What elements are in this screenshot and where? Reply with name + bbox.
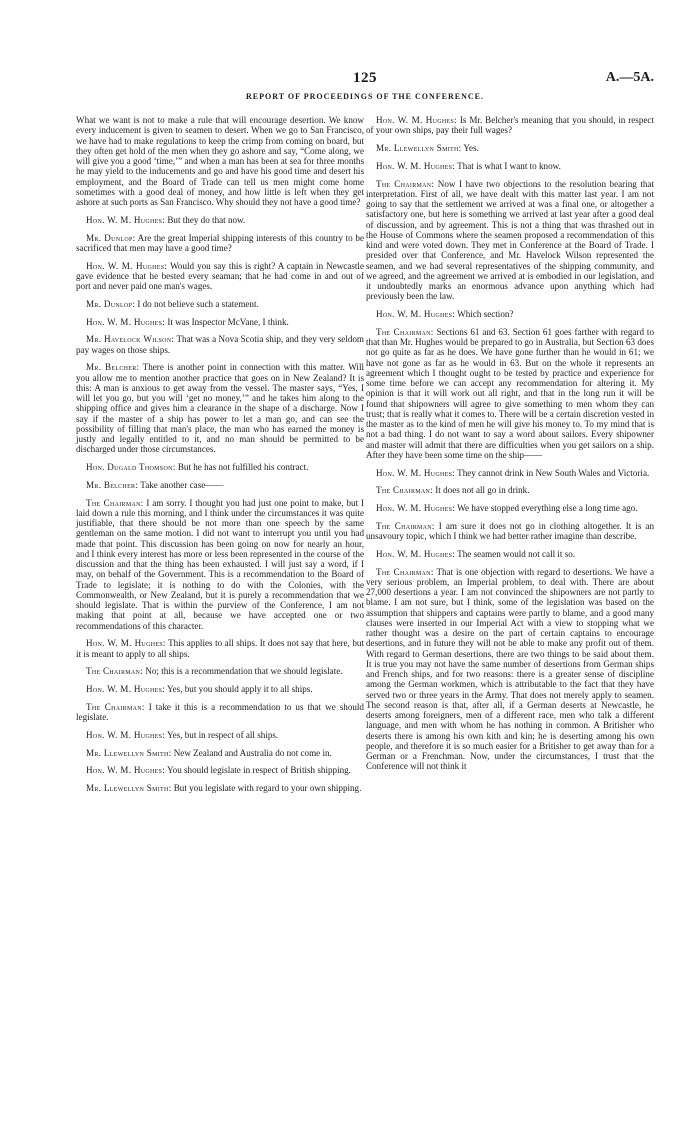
- document-reference: A.—5A.: [605, 70, 654, 85]
- paragraph: [76, 765, 364, 775]
- paragraph: [76, 638, 364, 659]
- speaker-name: Mr. Belcher:: [86, 362, 140, 373]
- paragraph: [76, 666, 364, 676]
- paragraph-text: The seamen would not call it so.: [457, 548, 576, 559]
- speaker-name: Mr. Llewellyn Smith:: [376, 143, 462, 153]
- paragraph-text: I am sure it does not go in clothing altogether. It is an unsavoury topic, which I think we had better rather imagine than describe.: [366, 520, 654, 541]
- paragraph-text: Would you say this is right? A captain in Newcastle gave evidence that he bested every seaman; that he had come in and out of port and never paid one man's wages.: [76, 260, 364, 291]
- paragraph: [366, 115, 654, 136]
- paragraph-text: No; this is a recommendation that we should legislate.: [145, 666, 343, 677]
- paragraph-text: But he has not fulfilled his contract.: [177, 462, 309, 472]
- paragraph-text: Is Mr. Belcher's meaning that you should, in respect of your own ships, pay their full wages?: [366, 115, 654, 136]
- paragraph: [366, 468, 654, 478]
- speaker-name: Hon. W. M. Hughes:: [376, 503, 456, 513]
- paragraph: [76, 783, 364, 793]
- speaker-name: Hon. W. M. Hughes:: [86, 638, 166, 649]
- paragraph: [76, 299, 364, 309]
- paragraph-text: But you legislate with regard to your own shipping.: [173, 783, 362, 793]
- paragraph: [76, 317, 364, 327]
- speaker-name: Mr. Havelock Wilson:: [86, 334, 175, 345]
- speaker-name: Hon. W. M. Hughes:: [376, 548, 456, 559]
- paragraph-text: New Zealand and Australia do not come in.: [173, 747, 332, 758]
- paragraph: [366, 567, 654, 772]
- speaker-name: Hon. W. M. Hughes:: [86, 729, 166, 740]
- paragraph-text: Which section?: [457, 309, 514, 319]
- page-number: 125: [353, 70, 377, 86]
- running-head: REPORT OF PROCEEDINGS OF THE CONFERENCE.: [246, 92, 484, 101]
- speaker-name: The Chairman:: [86, 666, 143, 677]
- speaker-name: The Chairman:: [376, 566, 434, 577]
- paragraph: [76, 480, 364, 490]
- speaker-name: Hon. W. M. Hughes:: [376, 115, 457, 125]
- paragraph: [76, 215, 364, 225]
- speaker-name: The Chairman:: [376, 485, 433, 496]
- speaker-name: Mr. Belcher:: [86, 479, 139, 490]
- paragraph: [76, 702, 364, 723]
- text-columns: [76, 115, 654, 801]
- paragraph-text: Yes, but in respect of all ships.: [166, 729, 279, 740]
- speaker-name: Hon. W. M. Hughes:: [86, 765, 166, 776]
- speaker-name: Mr. Llewellyn Smith:: [86, 783, 172, 793]
- paragraph-text: That was a Nova Scotia ship, and they very seldom pay wages on those ships.: [76, 334, 364, 355]
- paragraph: [366, 161, 654, 171]
- right-column: [366, 115, 654, 801]
- paragraph-text: They cannot drink in New South Wales and Victoria.: [457, 467, 650, 478]
- speaker-name: Hon. W. M. Hughes:: [86, 316, 166, 327]
- paragraph: [76, 233, 364, 254]
- speaker-name: The Chairman:: [376, 178, 435, 189]
- paragraph-text: This applies to all ships. It does not say that here, but it is meant to apply to all ships.: [76, 638, 364, 659]
- paragraph: [366, 143, 654, 153]
- paragraph: [366, 179, 654, 302]
- paragraph-text: Sections 61 and 63. Section 61 goes farther with regard to that than Mr. Hughes would be prepared to go in Australia, but Section 63 does not go quite as far as he does. We have gone further than he would in 61; we have not gone as far as he would in 63. But on the whole it represents an agreement which I thought ought to be tested by practice and experience for some time before we can accept any recommendation for altering it. My opinion is that it will work out all right, and that in the long run it will be found that shipowners will agree to give something to men whom they can trust; that is really what it comes to. There will be a certain discretion vested in the master as to the kind of men he will give his money to. To my mind that is not a bad thing. I do not want to say a word about sailors. Every shipowner and master will admit that there are difficulties when you get sailors on a ship. After they have been some time on the ship——: [366, 326, 654, 460]
- speaker-name: Hon. W. M. Hughes:: [86, 214, 166, 225]
- speaker-name: Hon. Dugald Thomson:: [86, 462, 176, 472]
- speaker-name: Hon. W. M. Hughes:: [86, 684, 166, 694]
- paragraph: [76, 730, 364, 740]
- speaker-name: Hon. W. M. Hughes:: [376, 309, 456, 319]
- paragraph-text: Are the great Imperial shipping interests of this country to be sacrificed that men may have a good time?: [76, 232, 365, 253]
- page-header: [76, 0, 654, 96]
- speaker-name: Hon. W. M. Hughes:: [86, 260, 168, 271]
- paragraph: [366, 521, 654, 542]
- speaker-name: Hon. W. M. Hughes:: [376, 160, 456, 171]
- paragraph: [76, 362, 364, 454]
- paragraph-text: There is another point in connection with this matter. Will you allow me to mention another practice that goes on in New Zealand? It is this: A man is anxious to get away from the vessel. The master says, “Yes, I will let you go, but you will ‘get no money,’” and he takes him along to the shipping office and gives him a clearance in the shape of a discharge. Now I say if the master of a ship has power to let a man go, and can see the possibility of filling that man's place, the man who has earned the money is justly and legally entitled to it, and no man should be permitted to be discharged under those circumstances.: [76, 362, 364, 455]
- paragraph-text: I do not believe such a statement.: [137, 298, 259, 309]
- speaker-name: The Chairman:: [376, 326, 434, 337]
- paragraph-text: That is one objection with regard to desertions. We have a very serious problem, an Imperial problem, to deal with. There are about 27,000 desertions a year. I am not convinced the shipowners are not partly to blame. I am not sure, but I think, some of the legislation was based on the assumption that shippers and captains were partly to blame, and a good many clauses were inserted in our Imperial Act with a view to stopping what we rather thought was a desire on the part of certain captains to encourage desertions, and in future they will not be able to make any profit out of them. With regard to German desertions, there are two things to be said about them. It is true you may not have the same number of desertions from German ships and French ships, and for two reasons: there is a greater sense of discipline among the German workmen, which is attributable to the fact that they have served two or three years in the Army. That does not merely apply to seamen. The second reason is that, after all, if a German deserts at Newcastle, he deserts among foreigners, men of a different race, men who talk a different language, and men with whom he has nothing in common. A Britisher who deserts there is among his own kith and kin; he is deserting among his own people, and therefore it is so much easier for a Britisher to get away than for a German or a Frenchman. Now, under the circumstances, I trust that the Conference will not think it: [366, 566, 654, 772]
- paragraph: [76, 334, 364, 355]
- paragraph-text: It does not all go in drink.: [435, 485, 530, 496]
- paragraph-text: It was Inspector McVane, I think.: [167, 316, 289, 327]
- left-column: [76, 115, 364, 801]
- paragraph: [366, 327, 654, 460]
- paragraph-text: You should legislate in respect of British shipping.: [166, 765, 351, 776]
- paragraph: [366, 485, 654, 495]
- paragraph-text: Yes, but you should apply it to all ships.: [166, 684, 313, 694]
- speaker-name: The Chairman:: [86, 497, 144, 508]
- paragraph: [76, 261, 364, 292]
- paragraph: [366, 503, 654, 513]
- paragraph: [76, 115, 364, 207]
- paragraph: [76, 462, 364, 472]
- paragraph-text: Take another case——: [140, 479, 224, 490]
- paragraph-text: But they do that now.: [167, 214, 246, 225]
- paragraph-text: Yes.: [463, 143, 479, 153]
- speaker-name: The Chairman:: [376, 520, 435, 531]
- speaker-name: Mr. Dunlop:: [86, 298, 136, 309]
- paragraph: [76, 498, 364, 631]
- speaker-name: Mr. Dunlop:: [86, 232, 136, 243]
- paragraph: [76, 684, 364, 694]
- speaker-name: Mr. Llewellyn Smith:: [86, 747, 172, 758]
- paragraph: [366, 549, 654, 559]
- paragraph: [76, 748, 364, 758]
- paragraph-text: I take it this is a recommendation to us that we should legislate.: [76, 701, 364, 722]
- speaker-name: The Chairman:: [86, 701, 145, 712]
- paragraph-text: I am sorry. I thought you had just one point to make, but I laid down a rule this morning, and I think under the circumstances it was quite justifiable, that there should be not more than one speech by the same gentleman on the same motion. I did not want to interrupt you until you had made that point. This discussion has been going on now for nearly an hour, and I think every interest has more or less been represented in the course of the discussion and that the thing has been exhausted. I will just say a word, if I may, on behalf of the Government. This is a recommendation to the Board of Trade to legislate; it is nothing to do with the Colonies, with the Commonwealth, or New Zealand, but it is purely a recommendation that we should legislate. That is within the purview of the Conference, I am not making that point at all, because we have accepted one or two recommendations of this character.: [76, 497, 364, 631]
- paragraph-text: We have stopped everything else a long time ago.: [457, 503, 638, 513]
- paragraph-text: What we want is not to make a rule that will encourage desertion. We know every inducement is given to seamen to desert. When we go to San Francisco, we have had to make regulations to keep the crimp from coming on board, but they often get hold of the men when they go ashore and say, “Come along, we will give you a good ‘time,’” and when a man has been at sea for three months he may yield to the inducements and go and have his good time and desert his employment, and the Board of Trade can tell us men might come home sometimes with a good deal of money, and how little is left when they get ashore at such ports as San Francisco. Why should they not have a good time?: [76, 115, 364, 207]
- paragraph-text: That is what I want to know.: [457, 160, 561, 171]
- paragraph-text: Now I have two objections to the resolution bearing that interpretation. First of all, we have dealt with this matter last year. I am not going to say that the settlement we arrived at was a final one, or altogether a satisfactory one, but here is something we arrived at last year after a good deal of discussion, and by agreement. This is not a thing that was thrashed out in the House of Commons where the seamen proposed a recommendation of this kind and were voted down. They met in Conference at the Board of Trade. I presided over that Conference, and Mr. Havelock Wilson represented the seamen, and we had several representatives of the shipping community, and we agreed, and the agreement we arrived at is embodied in our legislation, and it undoubtedly marks an enormous advance upon anything which had previously been the law.: [366, 178, 654, 302]
- speaker-name: Hon. W. M. Hughes:: [376, 467, 456, 478]
- paragraph: [366, 309, 654, 319]
